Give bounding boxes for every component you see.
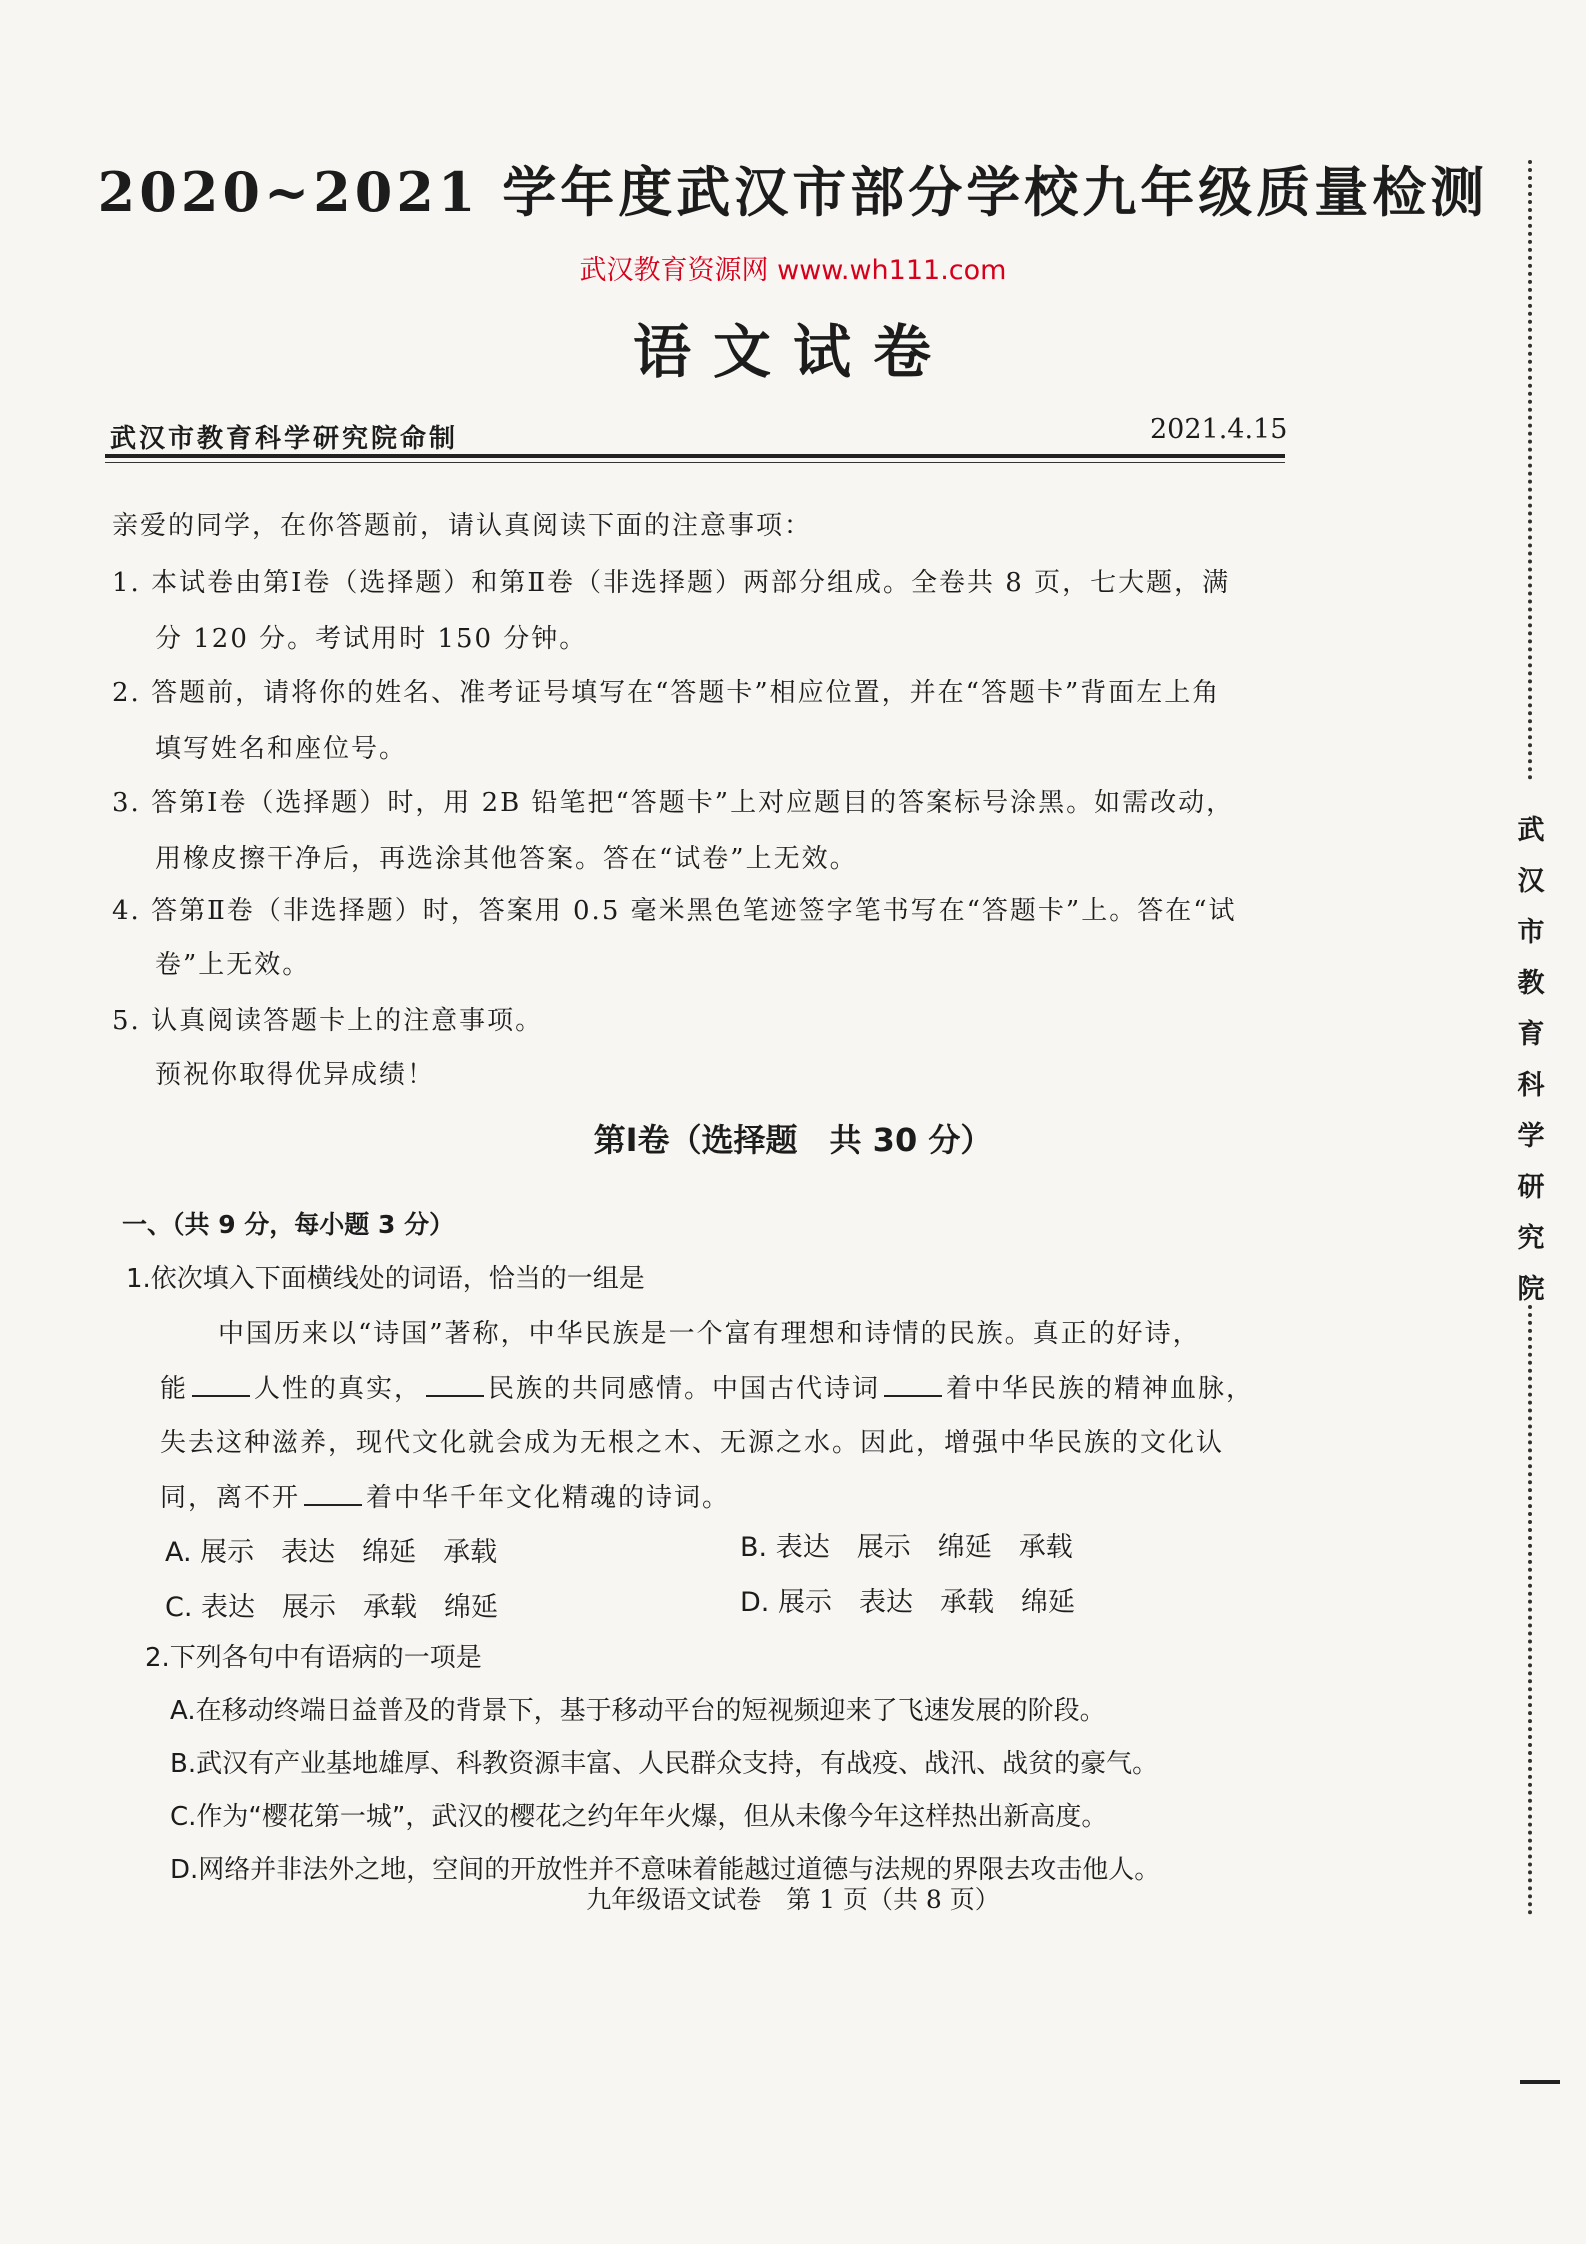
- question-2-option-c: C.作为“樱花第一城”，武汉的樱花之约年年火爆，但从未像今年这样热出新高度。: [170, 1802, 1108, 1832]
- question-2-option-a: A.在移动终端日益普及的背景下，基于移动平台的短视频迎来了飞速发展的阶段。: [170, 1696, 1106, 1726]
- notice-item-2-cont: 填写姓名和座位号。: [155, 734, 408, 764]
- question-1-passage-line1: 中国历来以“诗国”著称，中华民族是一个富有理想和诗情的民族。真正的好诗，: [218, 1319, 1201, 1349]
- fill-blank-2: [426, 1375, 484, 1397]
- header-divider: [105, 454, 1285, 458]
- notice-item-1: 1. 本试卷由第Ⅰ卷（选择题）和第Ⅱ卷（非选择题）两部分组成。全卷共 8 页，七大题，满: [112, 568, 1231, 598]
- question-1-passage-line2: [160, 1368, 1254, 1405]
- exam-date: 2021.4.15: [1150, 414, 1288, 445]
- fill-blank-3: [884, 1375, 942, 1397]
- passage-text: 能: [160, 1374, 189, 1404]
- question-2-option-b: B.武汉有产业基地雄厚、科教资源丰富、人民群众支持，有战疫、战汛、战贫的豪气。: [170, 1749, 1159, 1779]
- passage-text: 着中华民族的精神血脉，: [946, 1374, 1255, 1404]
- header-divider-thin: [105, 462, 1285, 463]
- binding-edge-mark: [1520, 2080, 1560, 2084]
- notice-item-4-cont: 卷”上无效。: [155, 950, 311, 980]
- question-1-passage-line4: [160, 1477, 730, 1514]
- binding-vertical-label: 武汉市教育科学研究院: [1517, 815, 1545, 1305]
- question-1-passage-line3: 失去这种滋养，现代文化就会成为无根之木、无源之水。因此，增强中华民族的文化认: [160, 1428, 1225, 1458]
- notice-item-3: 3. 答第Ⅰ卷（选择题）时，用 2B 铅笔把“答题卡”上对应题目的答案标号涂黑。如需改动，: [112, 788, 1235, 818]
- passage-text: 人性的真实，: [254, 1374, 423, 1404]
- fill-blank-1: [192, 1375, 250, 1397]
- question-1-option-b: B. 表达 展示 绵延 承载: [740, 1532, 1073, 1563]
- passage-text: 着中华千年文化精魂的诗词。: [366, 1483, 731, 1513]
- notice-item-5: 5. 认真阅读答题卡上的注意事项。: [112, 1006, 544, 1036]
- notice-item-1-cont: 分 120 分。考试用时 150 分钟。: [155, 624, 588, 654]
- section-heading: 第Ⅰ卷（选择题 共 30 分）: [593, 1121, 993, 1159]
- notice-item-2: 2. 答题前，请将你的姓名、准考证号填写在“答题卡”相应位置，并在“答题卡”背面左上角: [112, 678, 1221, 708]
- question-1-option-a: A. 展示 表达 绵延 承载: [165, 1537, 498, 1568]
- question-2-stem: 2.下列各句中有语病的一项是: [145, 1643, 482, 1673]
- exam-subtitle: 语文试卷: [632, 318, 953, 386]
- passage-text: 民族的共同感情。中国古代诗词: [488, 1374, 881, 1404]
- notice-item-4: 4. 答第Ⅱ卷（非选择题）时，答案用 0.5 毫米黑色笔迹签字笔书写在“答题卡”上。答在“试: [112, 896, 1237, 926]
- page-footer: 九年级语文试卷 第 1 页（共 8 页）: [586, 1885, 1000, 1914]
- binding-dotted-line-top: [1528, 160, 1532, 780]
- question-2-option-d: D.网络并非法外之地，空间的开放性并不意味着能越过道德与法规的界限去攻击他人。: [170, 1855, 1161, 1885]
- fill-blank-4: [304, 1484, 362, 1506]
- question-1-option-c: C. 表达 展示 承载 绵延: [165, 1592, 499, 1623]
- notice-intro: 亲爱的同学，在你答题前，请认真阅读下面的注意事项：: [112, 511, 813, 541]
- binding-dotted-line-bottom: [1528, 1305, 1532, 1915]
- issuer-label: 武汉市教育科学研究院命制: [110, 424, 459, 454]
- exam-title: 2020~2021 学年度武汉市部分学校九年级质量检测: [97, 160, 1489, 224]
- notice-item-3-cont: 用橡皮擦干净后，再选涂其他答案。答在“试卷”上无效。: [155, 844, 858, 874]
- website-watermark: 武汉教育资源网 www.wh111.com: [579, 255, 1007, 286]
- question-1-option-d: D. 展示 表达 承载 绵延: [740, 1587, 1075, 1618]
- passage-text: 同，离不开: [160, 1483, 301, 1513]
- notice-wish: 预祝你取得优异成绩！: [155, 1060, 436, 1090]
- question-1-stem: 1.依次填入下面横线处的词语，恰当的一组是: [126, 1264, 645, 1294]
- part-heading: 一、（共 9 分，每小题 3 分）: [122, 1210, 455, 1239]
